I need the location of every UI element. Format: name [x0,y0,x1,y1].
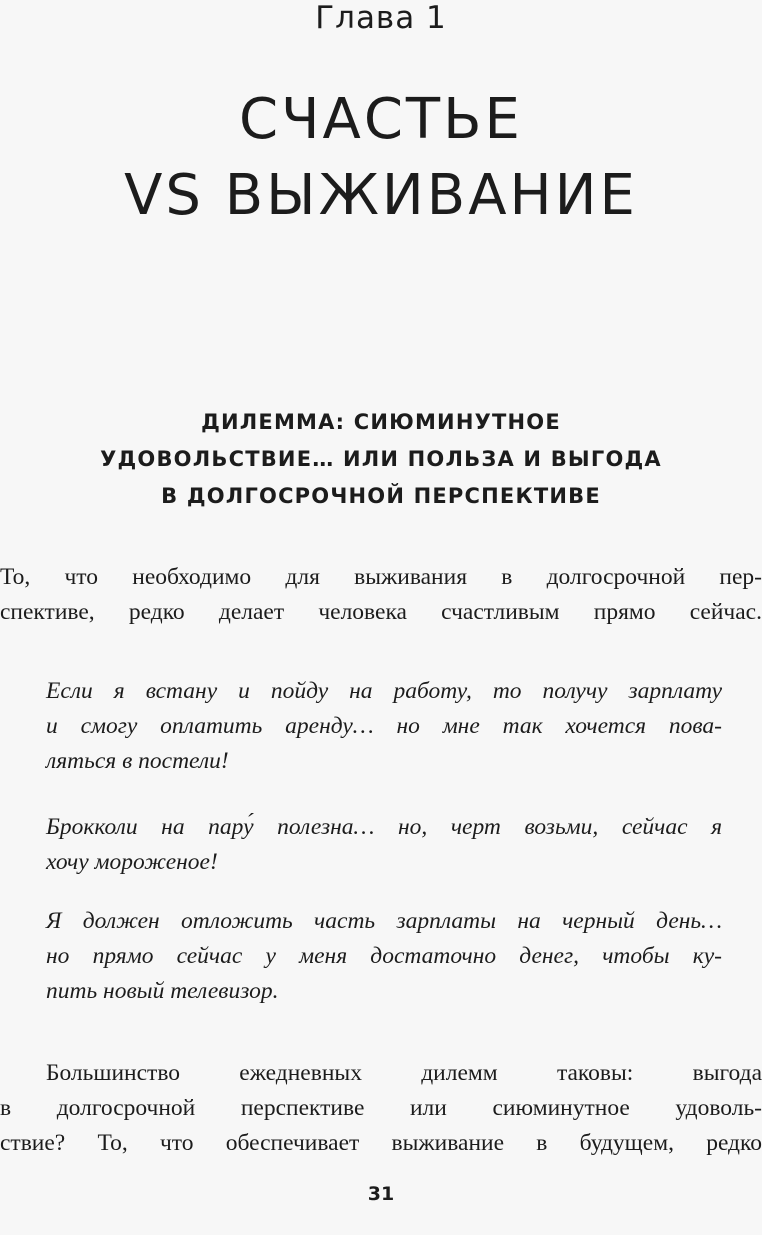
chapter-title-line: СЧАСТЬЕ [239,87,523,152]
paragraph-line: ствие? То, что обеспечивает выживание в будущем, редко [0,1130,762,1156]
quote-line: но прямо сейчас у меня достаточно денег, чтобы ку- [46,943,722,969]
section-heading-line: ДИЛЕММА: СИЮМИНУТНОЕ [201,410,561,434]
section-heading [0,404,762,515]
chapter-title-line: VS ВЫЖИВАНИЕ [124,163,638,228]
quote-line: хочу мороженое! [46,849,218,875]
section-heading-line: УДОВОЛЬСТВИЕ… ИЛИ ПОЛЬЗА И ВЫГОДА [100,447,662,471]
paragraph-line: Большинство ежедневных дилемм таковы: выгода [46,1060,762,1086]
paragraph-line: в долгосрочной перспективе или сиюминутное удоволь- [0,1095,762,1121]
paragraph-line: То, что необходимо для выживания в долгосрочной пер- [0,564,762,590]
lead-paragraph [0,560,762,630]
quote-line: Брокколи на пару́ полезна… но, черт возьми, сейчас я [46,814,722,840]
quote-line: и смогу оплатить аренду… но мне так хочется пова- [46,713,722,739]
chapter-title [0,82,762,234]
quote-line: пить новый телевизор. [46,978,279,1004]
paragraph-line: спективе, редко делает человека счастливым прямо сейчас. [0,599,762,625]
quote-line: Если я встану и пойду на работу, то получу зарплату [46,678,722,704]
chapter-label: Глава 1 [315,0,447,36]
example-quote [46,810,722,880]
quote-line: Я должен отложить часть зарплаты на черный день… [46,908,722,934]
quote-line: ляться в постели! [46,748,229,774]
example-quote [46,674,722,779]
example-quote [46,904,722,1009]
page-number: 31 [367,1183,395,1205]
closing-paragraph [0,1056,762,1161]
section-heading-line: В ДОЛГОСРОЧНОЙ ПЕРСПЕКТИВЕ [161,484,601,508]
